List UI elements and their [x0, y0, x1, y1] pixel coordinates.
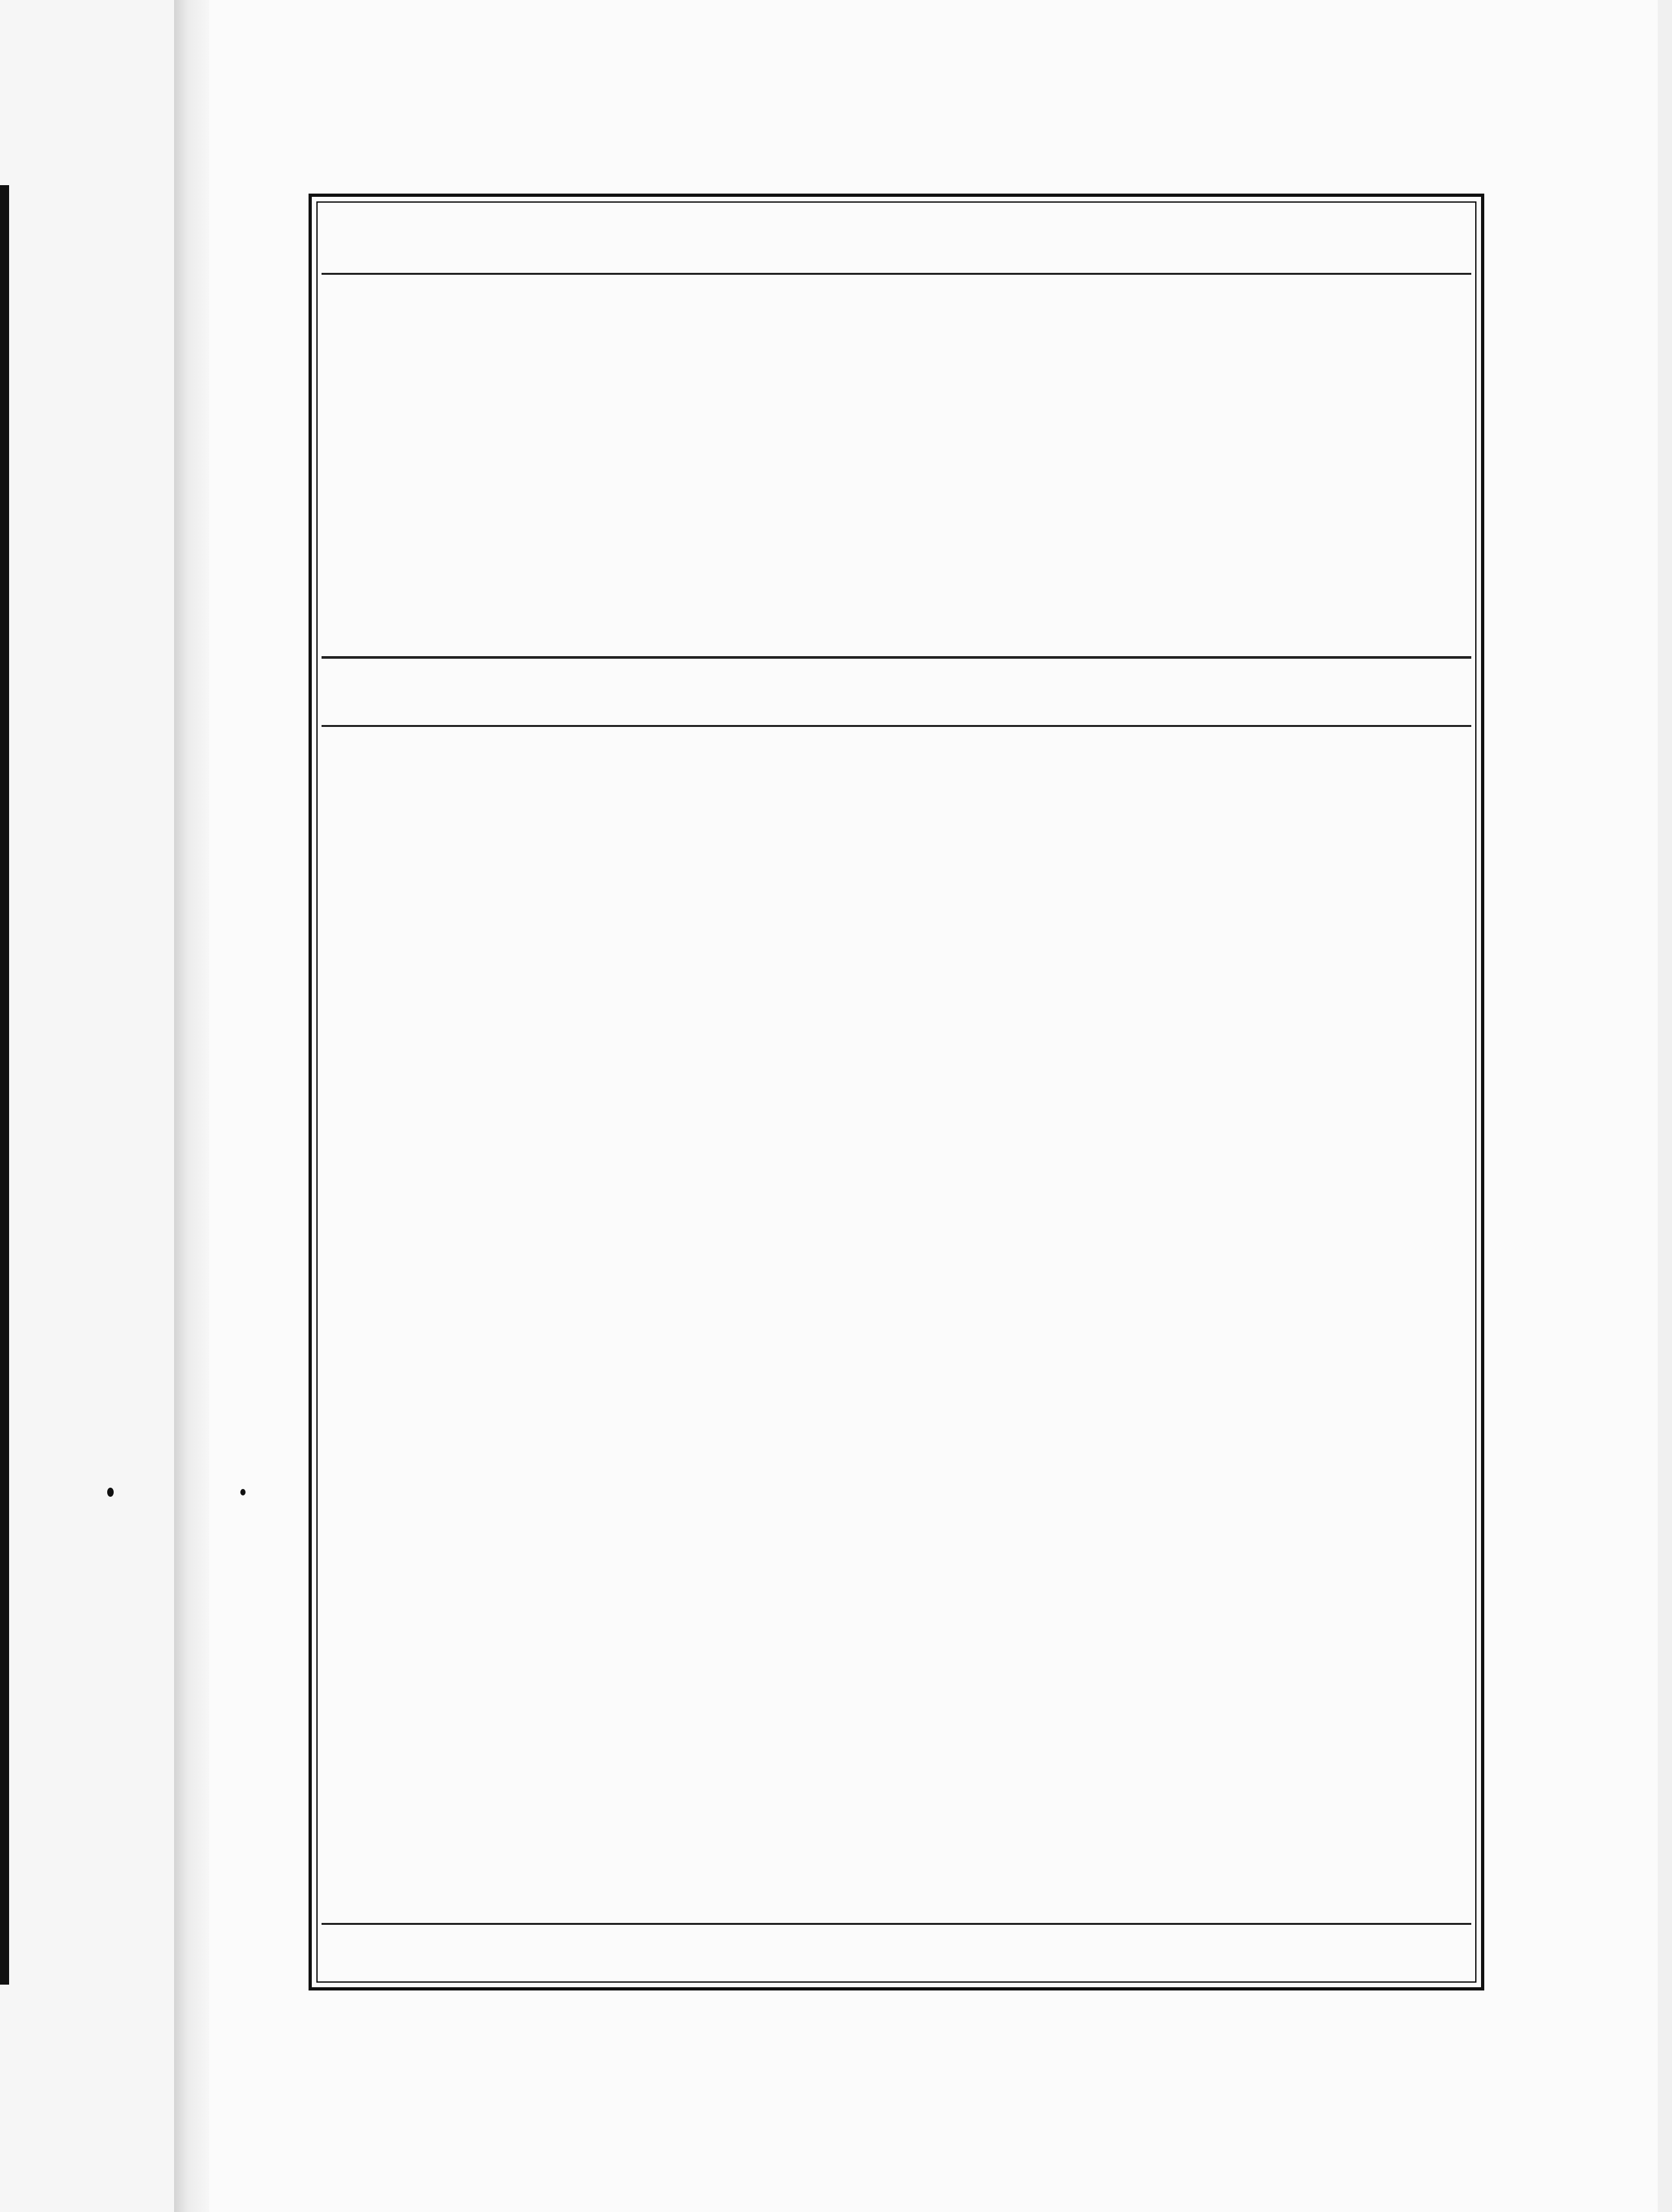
left-page [0, 0, 174, 2212]
left-page-rule [0, 185, 9, 653]
ink-dot [107, 1488, 114, 1497]
ink-dot [240, 1489, 246, 1495]
section-rule [322, 725, 1471, 727]
book-gutter [174, 0, 209, 2212]
table-frame [309, 194, 1484, 1990]
page-edge [1658, 0, 1672, 2212]
footer-rule [322, 1923, 1471, 1925]
section-rule [322, 656, 1471, 659]
left-page-rule [0, 653, 9, 1985]
title-rule [322, 273, 1471, 275]
